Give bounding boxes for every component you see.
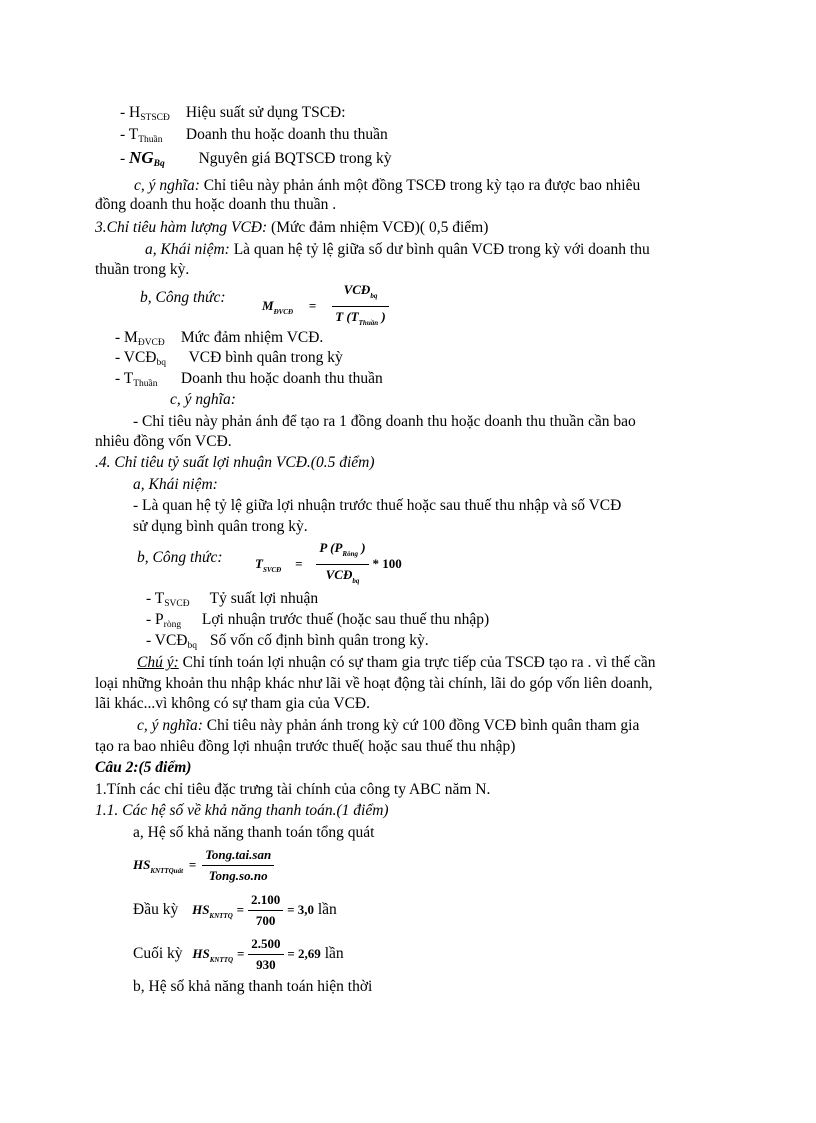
definition-t-thuan-2 — [115, 369, 383, 389]
meaning-text: - Chỉ tiêu này phản ánh để tạo ra 1 đồng doanh thu hoặc doanh thu thuần cần bao — [133, 413, 636, 430]
denominator: Tong.so.no — [208, 868, 268, 883]
symbol: - T — [146, 590, 165, 607]
symbol: NG — [129, 148, 154, 167]
definition-text: Số vốn cố định bình quân trong kỳ. — [209, 632, 429, 649]
equals-sign: = — [236, 902, 245, 918]
symbol-subscript: bq — [156, 358, 166, 368]
meaning-text-continued: đồng doanh thu hoặc doanh thu thuần . — [95, 196, 337, 213]
result-value: = 2,69 — [287, 946, 321, 962]
formula-lhs: HS — [192, 946, 210, 962]
numerator-close: ) — [361, 540, 366, 555]
definition-text: VCĐ bình quân trong kỳ — [188, 349, 343, 366]
formula-lhs: T — [255, 556, 263, 572]
definition-text: Doanh thu hoặc doanh thu thuần — [185, 126, 388, 143]
numerator: Tong.tai.san — [202, 845, 274, 866]
definition-t-svcd — [146, 589, 318, 609]
definition-ng-bq — [120, 148, 391, 169]
meaning-text-continued: nhiêu đồng vốn VCĐ. — [95, 433, 232, 450]
equals-sign: = — [236, 946, 245, 962]
item-a-label: a, Hệ số khả năng thanh toán tổng quát — [133, 824, 375, 841]
formula-lhs-subscript: KNTTQ — [209, 912, 233, 921]
denominator: 700 — [255, 913, 276, 928]
symbol-subscript: bq — [187, 641, 197, 651]
meaning-paragraph-4 — [137, 716, 639, 736]
definition-vcd-bq-2 — [146, 631, 429, 651]
symbol-subscript: ĐVCĐ — [137, 338, 165, 348]
denominator-subscript: Thuần — [358, 319, 379, 327]
multiplier: * 100 — [372, 556, 402, 572]
start-of-period-calculation — [133, 890, 337, 931]
concept-label: a, Khái niệm: — [133, 476, 218, 493]
definition-vcd-bq — [115, 348, 343, 368]
symbol: - H — [120, 104, 141, 121]
numerator: P (P — [319, 540, 343, 555]
concept-text-continued: thuần trong kỳ. — [95, 261, 190, 278]
note-paragraph — [137, 653, 655, 673]
symbol: - T — [120, 126, 139, 143]
concept-text: Là quan hệ tỷ lệ giữa số dư bình quân VCĐ trong kỳ với doanh thu — [229, 241, 650, 258]
denominator: 930 — [256, 957, 276, 972]
symbol-subscript: SVCĐ — [164, 599, 190, 609]
question-2-heading: Câu 2:(5 điểm) — [95, 759, 192, 776]
denominator: VCĐ — [325, 567, 353, 582]
concept-text-continued: sử dụng bình quân trong kỳ. — [133, 518, 308, 535]
concept-text: - Là quan hệ tỷ lệ giữa lợi nhuận trước thuế hoặc sau thuế thu nhập và số VCĐ — [133, 497, 622, 514]
denominator-close: ) — [381, 309, 386, 324]
period-label: Đầu kỳ — [133, 901, 179, 919]
note-text: Chỉ tính toán lợi nhuận có sự tham gia trực tiếp của TSCĐ tạo ra . vì thế cần — [178, 654, 656, 671]
heading-text: 3.Chỉ tiêu hàm lượng VCĐ: — [95, 219, 268, 236]
result-value: = 3,0 — [287, 902, 314, 918]
definition-text: Doanh thu hoặc doanh thu thuần — [180, 370, 383, 387]
numerator-subscript: Ròng — [342, 550, 358, 558]
symbol-subscript: ròng — [163, 620, 182, 630]
section-1-1-heading: 1.1. Các hệ số về khả năng thanh toán.(1 điểm) — [95, 802, 389, 819]
bullet-dash: - — [120, 150, 126, 167]
denominator: T (T — [335, 309, 359, 324]
item-b-label: b, Hệ số khả năng thanh toán hiện thời — [133, 978, 373, 995]
definition-text: Hiệu suất sử dụng TSCĐ: — [185, 104, 346, 121]
formula-lhs: M — [262, 298, 274, 314]
formula-general-liquidity — [133, 845, 274, 886]
symbol: - T — [115, 370, 134, 387]
definition-h-stscd — [120, 103, 346, 123]
numerator: 2.500 — [248, 934, 283, 955]
definition-text: Mức đảm nhiệm VCĐ. — [180, 329, 324, 346]
formula-lhs-subscript: SVCĐ — [262, 566, 282, 575]
period-label: Cuối kỳ — [133, 945, 183, 963]
definition-text: Nguyên giá BQTSCĐ trong kỳ — [198, 150, 392, 167]
meaning-text: Chỉ tiêu này phản ánh một đồng TSCĐ trong kỳ tạo ra được bao nhiêu — [199, 177, 641, 194]
note-text-continued: lãi khác...vì không có sự tham gia của VCĐ. — [95, 695, 371, 712]
definition-m-dvcd — [115, 328, 323, 348]
formula-mdvcd — [262, 280, 389, 333]
note-text-continued: loại những khoản thu nhập khác như lãi về hoạt động tài chính, lãi do góp vốn liên doanh, — [95, 675, 653, 692]
numerator-subscript: bq — [370, 292, 378, 300]
question-2-task: 1.Tính các chỉ tiêu đặc trưng tài chính của công ty ABC năm N. — [95, 781, 491, 798]
meaning-label: c, ý nghĩa: — [170, 391, 236, 408]
symbol-subscript: Bq — [153, 159, 165, 169]
formula-lhs: HS — [192, 902, 210, 918]
result-unit: lần — [317, 901, 337, 919]
meaning-paragraph-1 — [134, 176, 640, 196]
formula-lhs-subscript: KNTTQuát — [150, 867, 184, 876]
equals-sign: = — [308, 298, 317, 314]
symbol: - VCĐ — [146, 632, 188, 649]
equals-sign: = — [295, 556, 303, 572]
definition-t-thuan — [120, 125, 388, 145]
numerator: 2.100 — [248, 890, 283, 911]
meaning-label: c, ý nghĩa: — [134, 177, 200, 194]
definition-text: Tỷ suất lợi nhuận — [209, 590, 319, 607]
symbol: - VCĐ — [115, 349, 157, 366]
symbol: - M — [115, 329, 138, 346]
symbol: - P — [146, 611, 164, 628]
formula-lhs-subscript: ĐVCĐ — [273, 308, 294, 317]
concept-paragraph — [145, 240, 650, 260]
symbol-subscript: STSCĐ — [140, 113, 170, 123]
heading-note: (Mức đảm nhiệm VCĐ)( 0,5 điểm) — [271, 219, 489, 236]
fraction — [316, 538, 368, 591]
section-4-heading: .4. Chỉ tiêu tỷ suất lợi nhuận VCĐ.(0.5 điểm) — [95, 454, 375, 471]
fraction — [202, 845, 274, 886]
denominator-subscript: bq — [352, 577, 360, 585]
formula-label: b, Công thức: — [137, 549, 223, 566]
meaning-label: c, ý nghĩa: — [137, 717, 203, 734]
concept-label: a, Khái niệm: — [145, 241, 230, 258]
end-of-period-calculation — [133, 934, 344, 975]
note-label: Chú ý: — [137, 654, 179, 671]
section-3-heading — [95, 218, 488, 238]
formula-label: b, Công thức: — [140, 289, 226, 306]
numerator: VCĐ — [343, 282, 371, 297]
fraction — [248, 934, 283, 975]
result-unit: lần — [324, 945, 344, 963]
meaning-text-continued: tạo ra bao nhiêu đồng lợi nhuận trước thuế( hoặc sau thuế thu nhập) — [95, 738, 516, 755]
formula-lhs-subscript: KNTTQ — [209, 956, 234, 965]
symbol-subscript: Thuần — [138, 135, 163, 145]
symbol-subscript: Thuần — [133, 379, 158, 389]
formula-lhs: HS — [133, 857, 151, 873]
definition-text: Lợi nhuận trước thuế (hoặc sau thuế thu nhập) — [201, 611, 490, 628]
fraction — [248, 890, 283, 931]
meaning-text: Chỉ tiêu này phản ánh trong kỳ cứ 100 đồng VCĐ bình quân tham gia — [202, 717, 640, 734]
fraction — [332, 280, 389, 333]
definition-p-rong — [146, 610, 489, 630]
formula-tsvcd — [255, 538, 402, 591]
equals-sign: = — [188, 857, 197, 873]
